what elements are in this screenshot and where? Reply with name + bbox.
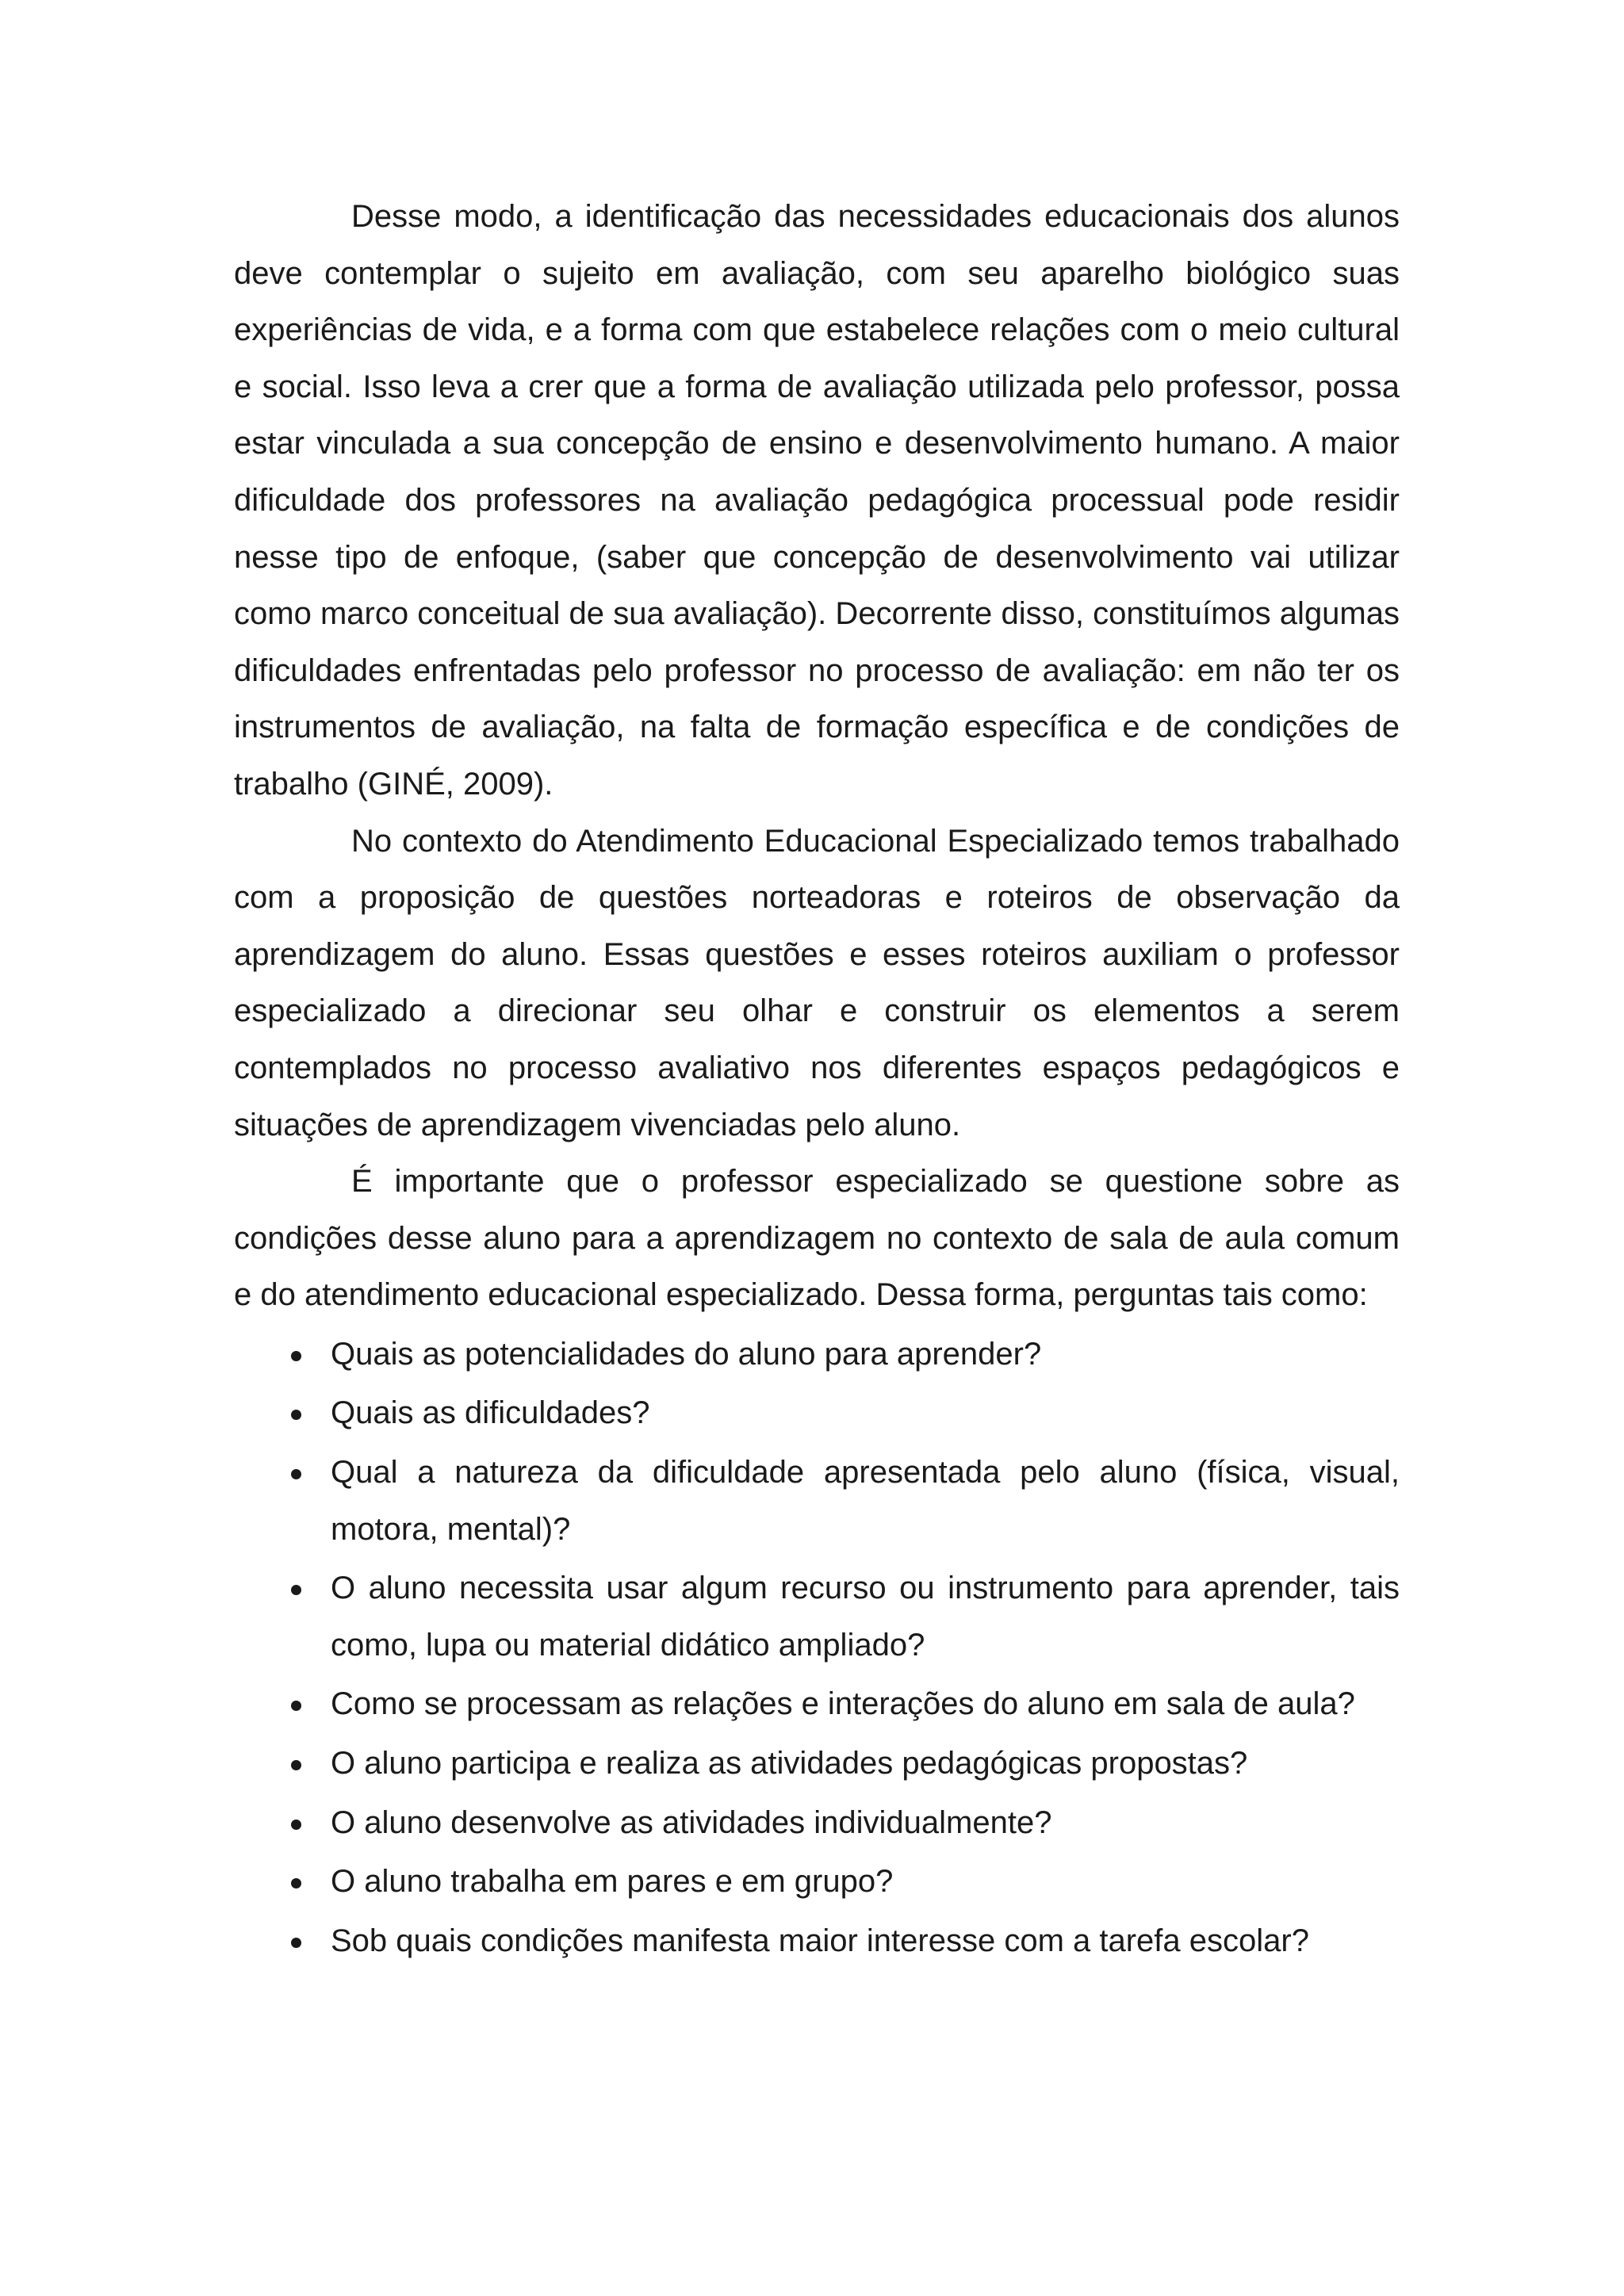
list-item <box>234 1854 1400 1911</box>
list-item <box>234 1735 1400 1793</box>
list-item-text: O aluno trabalha em pares e em grupo? <box>331 1864 894 1900</box>
list-item <box>234 1445 1400 1558</box>
bullet-icon <box>291 1938 301 1948</box>
bullet-icon <box>291 1410 301 1420</box>
page-content <box>234 189 1400 1969</box>
paragraph-3: É importante que o professor especializado se questione sobre as condições desse aluno para a aprendizagem no contexto de sala de aula comum e do atendimento educacional especializado. Dessa forma, perguntas tais como: <box>234 1164 1400 1313</box>
list-item-text: Quais as potencialidades do aluno para aprender? <box>331 1336 1042 1372</box>
list-item-text: Qual a natureza da dificuldade apresentada pelo aluno (física, visual, motora, mental)? <box>331 1455 1400 1547</box>
list-item <box>234 1913 1400 1970</box>
question-list <box>234 1326 1400 1970</box>
bullet-icon <box>291 1820 301 1830</box>
list-item-text: O aluno participa e realiza as atividades pedagógicas propostas? <box>331 1746 1248 1781</box>
list-item <box>234 1560 1400 1674</box>
list-item-text: O aluno necessita usar algum recurso ou instrumento para aprender, tais como, lupa ou material didático ampliado? <box>331 1571 1400 1663</box>
list-item <box>234 1385 1400 1442</box>
list-item <box>234 1676 1400 1733</box>
bullet-icon <box>291 1760 301 1770</box>
list-item <box>234 1326 1400 1383</box>
list-item-text: Quais as dificuldades? <box>331 1395 650 1431</box>
list-item <box>234 1795 1400 1852</box>
list-item-text: O aluno desenvolve as atividades individualmente? <box>331 1804 1052 1840</box>
list-item-text: Sob quais condições manifesta maior interesse com a tarefa escolar? <box>331 1923 1309 1958</box>
bullet-icon <box>291 1351 301 1361</box>
bullet-icon <box>291 1469 301 1479</box>
bullet-icon <box>291 1701 301 1711</box>
bullet-icon <box>291 1878 301 1888</box>
paragraph-2: No contexto do Atendimento Educacional Especializado temos trabalhado com a proposição de questões norteadoras e roteiros de observação da aprendizagem do aluno. Essas questões e esses roteiros auxiliam o professor especializado a direcionar seu olhar e construir os elementos a serem contemplados no processo avaliativo nos diferentes espaços pedagógicos e situações de aprendizagem vivenciadas pelo aluno. <box>234 823 1400 1142</box>
list-item-text: Como se processam as relações e interações do aluno em sala de aula? <box>331 1686 1355 1722</box>
paragraph-1: Desse modo, a identificação das necessidades educacionais dos alunos deve contemplar o sujeito em avaliação, com seu aparelho biológico suas experiências de vida, e a forma com que estabelece relações com o meio cultural e social. Isso leva a crer que a forma de avaliação utilizada pelo professor, possa estar vinculada a sua concepção de ensino e desenvolvimento humano. A maior dificuldade dos professores na avaliação pedagógica processual pode residir nesse tipo de enfoque, (saber que concepção de desenvolvimento vai utilizar como marco conceitual de sua avaliação). Decorrente disso, constituímos algumas dificuldades enfrentadas pelo professor no processo de avaliação: em não ter os instrumentos de avaliação, na falta de formação específica e de condições de trabalho (GINÉ, 2009). <box>234 199 1400 802</box>
bullet-icon <box>291 1585 301 1595</box>
